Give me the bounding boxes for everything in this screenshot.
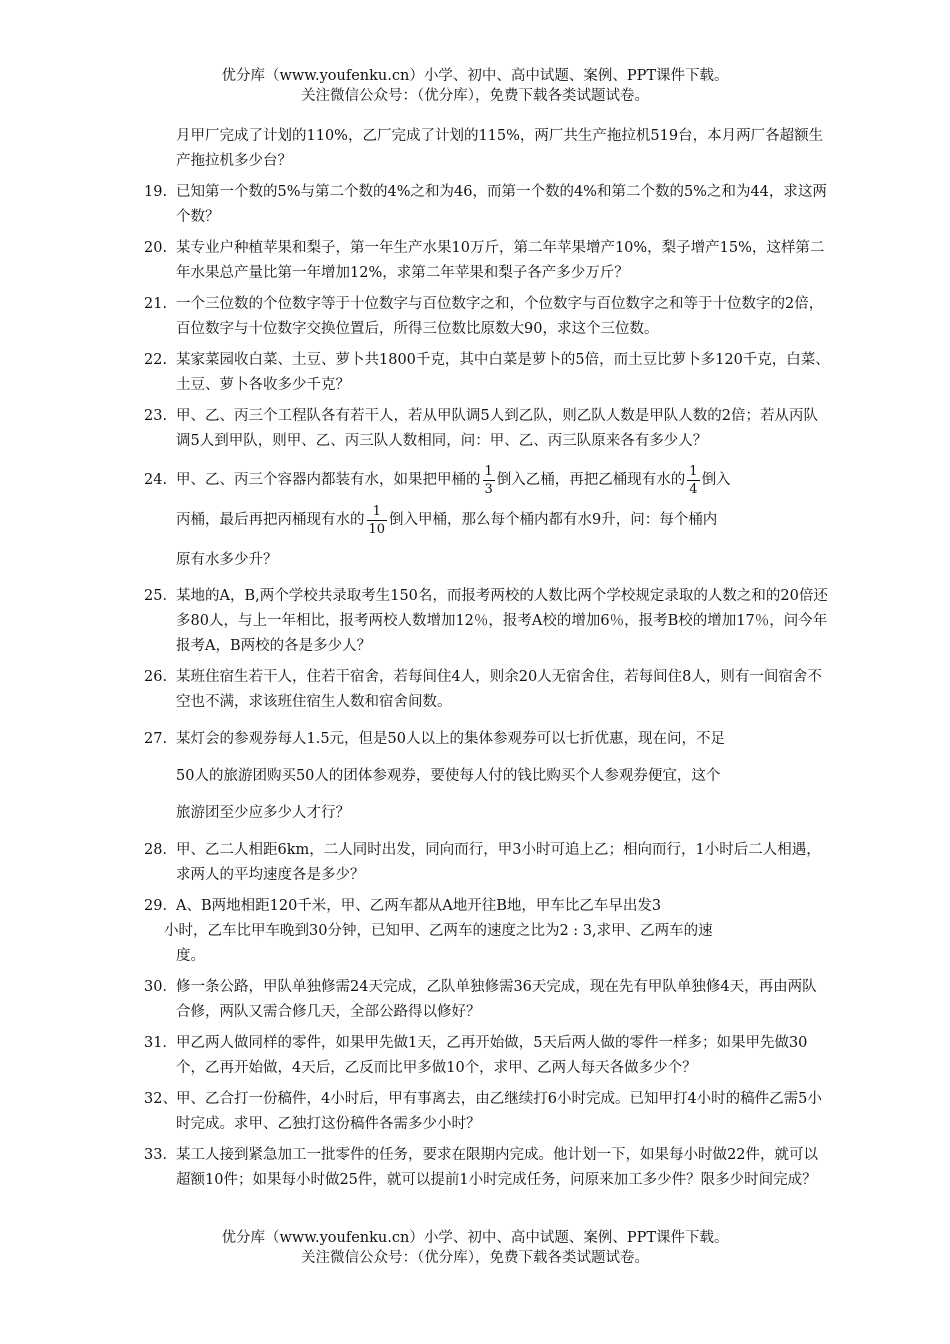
question-text: 某专业户种植苹果和梨子，第一年生产水果10万斤，第二年苹果增产10%，梨子增产15%，这样第二年水果总产量比第一年增加12%，求第二年苹果和梨子各产多少万斤？: [176, 240, 825, 281]
question-25: [140, 584, 830, 659]
question-text-line-1: 某灯会的参观券每人1.5元，但是50人以上的集体参观券可以七折优惠，现在问，不足: [176, 731, 726, 747]
question-text-part-6: 原有水多少升？: [176, 552, 278, 568]
fraction-one-fourth: [687, 463, 699, 498]
question-number: 29．: [144, 898, 177, 914]
fraction-numerator: 1: [484, 463, 493, 479]
question-number: 19.: [144, 184, 168, 200]
question-text: 某班住宿生若干人，住若干宿舍，若每间住4人，则余20人无宿舍住，若每间住8人，则有一间宿舍不空也不满，求该班住宿生人数和宿舍间数。: [176, 669, 822, 710]
question-number: 25．: [144, 588, 177, 604]
question-number: 20.: [144, 240, 168, 256]
question-text-part-4: 丙桶，最后再把丙桶现有水的: [176, 512, 365, 528]
question-text: 甲乙两人做同样的零件，如果甲先做1天，乙再开始做，5天后两人做的零件一样多；如果甲先做30个，乙再开始做，4天后，乙反而比甲多做10个，求甲、乙两人每天各做多少个？: [176, 1035, 808, 1076]
question-32: [140, 1087, 830, 1137]
question-21: [140, 292, 830, 342]
question-number: 24.: [144, 472, 168, 488]
question-22: [140, 348, 830, 398]
question-number: 27.: [144, 731, 168, 747]
question-text-part-3: 倒入: [701, 472, 731, 488]
page-footer: [0, 1228, 950, 1268]
header-line-1: 优分库（www.youfenku.cn）小学、初中、高中试题、案例、PPT课件下载。: [221, 68, 729, 84]
question-text-part-1: 甲、乙、丙三个容器内都装有水，如果把甲桶的: [176, 472, 481, 488]
question-text: 甲、乙合打一份稿件，4小时后，甲有事离去，由乙继续打6小时完成。已知甲打4小时的稿件乙需5小时完成。求甲、乙独打这份稿件各需多少小时？: [176, 1091, 822, 1132]
question-text-line-1: A、B两地相距120千米，甲、乙两车都从A地开往B地，甲车比乙车早出发3: [176, 898, 662, 914]
question-number: 30．: [144, 979, 177, 995]
question-28: [140, 838, 830, 888]
question-26: [140, 665, 830, 715]
question-text-part-2: 倒入乙桶，再把乙桶现有水的: [496, 472, 686, 488]
question-number: 32、: [144, 1091, 177, 1107]
question-text: 某工人接到紧急加工一批零件的任务，要求在限期内完成。他计划一下，如果每小时做22件，就可以超额10件；如果每小时做25件，就可以提前1小时完成任务，问原来加工多少件？限多少时间完成？: [176, 1147, 818, 1188]
fraction-one-third: [483, 463, 495, 498]
question-number: 23.: [144, 408, 168, 424]
continuation-text: 月甲厂完成了计划的110%，乙厂完成了计划的115%，两厂共生产拖拉机519台，本月两厂各超额生产拖拉机多少台？: [176, 128, 824, 169]
question-number: 28．: [144, 842, 177, 858]
question-text: 甲、乙、丙三个工程队各有若干人，若从甲队调5人到乙队，则乙队人数是甲队人数的2倍；若从丙队调5人到甲队，则甲、乙、丙三队人数相同，问：甲、乙、丙三队原来各有多少人？: [176, 408, 818, 449]
question-number: 26.: [144, 669, 168, 685]
question-number: 21.: [144, 296, 168, 312]
question-31: [140, 1031, 830, 1081]
document-body: [140, 124, 830, 1199]
question-text: 已知第一个数的5%与第二个数的4%之和为46，而第一个数的4%和第二个数的5%之和为44，求这两个数？: [176, 184, 827, 225]
question-number: 22.: [144, 352, 168, 368]
question-number: 31．: [144, 1035, 177, 1051]
page-header: [0, 66, 950, 106]
question-text: 某地的A，B,两个学校共录取考生150名，而报考两校的人数比两个学校规定录取的人数之和的20倍还多80人，与上一年相比，报考两校人数增加12％，报考A校的增加6％，报考B校的增加17％，问今年报考A，B两校的各是多少人？: [176, 588, 828, 654]
question-29: [140, 894, 830, 969]
question-text-line-2: 小时，乙车比甲车晚到30分钟，已知甲、乙两车的速度之比为2 : 3,求甲、乙两车的速: [164, 923, 713, 939]
question-number: 33．: [144, 1147, 177, 1163]
fraction-denominator: 10: [368, 521, 386, 537]
question-text: 某家菜园收白菜、土豆、萝卜共1800千克，其中白菜是萝卜的5倍，而土豆比萝卜多120千克，白菜、土豆、萝卜各收多少千克？: [176, 352, 830, 393]
question-text: 修一条公路，甲队单独修需24天完成，乙队单独修需36天完成，现在先有甲队单独修4天，再由两队合修，两队又需合修几天，全部公路得以修好？: [176, 979, 817, 1020]
fraction-numerator: 1: [689, 463, 698, 479]
question-text-line-2: 50人的旅游团购买50人的团体参观券，要使每人付的钱比购买个人参观券便宜，这个: [176, 768, 721, 784]
question-24: [140, 460, 830, 580]
question-20: [140, 236, 830, 286]
question-19: [140, 180, 830, 230]
question-text-line-3: 度。: [176, 948, 205, 964]
question-30: [140, 975, 830, 1025]
question-text: 甲、乙二人相距6km，二人同时出发，同向而行，甲3小时可追上乙；相向而行，1小时后二人相遇，求两人的平均速度各是多少？: [176, 842, 821, 883]
footer-line-2: 关注微信公众号：（优分库），免费下载各类试题试卷。: [301, 1250, 649, 1266]
question-23: [140, 404, 830, 454]
question-text-part-5: 倒入甲桶，那么每个桶内都有水9升，问：每个桶内: [389, 512, 718, 528]
question-33: [140, 1143, 830, 1193]
fraction-denominator: 4: [689, 481, 698, 497]
fraction-numerator: 1: [372, 503, 381, 519]
footer-line-1: 优分库（www.youfenku.cn）小学、初中、高中试题、案例、PPT课件下载。: [221, 1230, 729, 1246]
question-27: [140, 721, 830, 832]
fraction-one-tenth: [367, 503, 388, 538]
question-text-line-3: 旅游团至少应多少人才行？: [176, 805, 350, 821]
question-text: 一个三位数的个位数字等于十位数字与百位数字之和，个位数字与百位数字之和等于十位数字的2倍，百位数字与十位数字交换位置后，所得三位数比原数大90，求这个三位数。: [176, 296, 824, 337]
header-line-2: 关注微信公众号：（优分库），免费下载各类试题试卷。: [301, 88, 649, 104]
fraction-denominator: 3: [484, 481, 493, 497]
